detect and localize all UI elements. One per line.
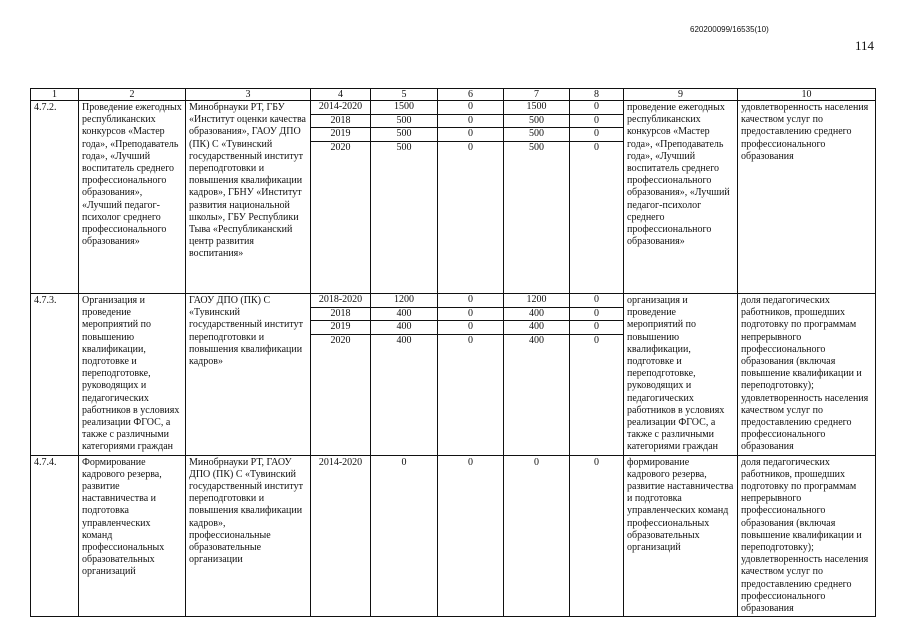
col6-value: 0 xyxy=(438,101,503,114)
result-text: формирование кадрового резерва, развитие наставничества и подготовка управленческих команд профессиональных образовательных организаций xyxy=(624,455,738,617)
col8-value: 0 xyxy=(570,321,623,335)
total-cell xyxy=(371,294,438,456)
column-header: 9 xyxy=(624,89,738,101)
column-header: 7 xyxy=(504,89,570,101)
col8-value: 0 xyxy=(570,101,623,114)
column-header: 2 xyxy=(79,89,186,101)
column-header: 10 xyxy=(738,89,876,101)
col7-value: 400 xyxy=(504,307,569,321)
year-value: 2020 xyxy=(330,141,351,153)
program-table xyxy=(30,88,876,617)
total-value: 500 xyxy=(371,128,437,142)
year-value: 2020 xyxy=(330,334,351,346)
total-value: 500 xyxy=(396,141,412,153)
col7-cell xyxy=(504,294,570,456)
indicator-text: доля педагогических работников, прошедших подготовку по программам непрерывного профессионального образования (включая повышение квалификации и переподготовку); удовлетворенность населения качеством услуг по предоставлению среднего профессионального образования xyxy=(738,455,876,617)
years-cell xyxy=(311,294,371,456)
years-cell xyxy=(311,101,371,294)
col8-value: 0 xyxy=(594,334,599,346)
col6-value: 0 xyxy=(438,128,503,142)
row-code: 4.7.2. xyxy=(31,101,79,294)
activity-text: Формирование кадрового резерва, развитие наставничества и подготовка управленческих команд профессиональных образовательных организаций xyxy=(79,455,186,617)
table-row xyxy=(31,294,876,456)
col8-cell xyxy=(570,101,624,294)
col8-value: 0 xyxy=(570,114,623,128)
col7-value: 0 xyxy=(504,455,570,617)
executors-text: Минобрнауки РТ, ГБУ «Институт оценки качества образования», ГАОУ ДПО (ПК) С «Тувинский государственный институт переподготовки и повышения квалификации кадров», ГБНУ «Институт развития национальной школы», ГБУ Республики Тыва «Республиканский центр развития воспитания» xyxy=(186,101,311,294)
col6-value: 0 xyxy=(468,334,473,346)
total-value: 500 xyxy=(371,114,437,128)
col8-value: 0 xyxy=(570,128,623,142)
column-header: 1 xyxy=(31,89,79,101)
executors-text: ГАОУ ДПО (ПК) С «Тувинский государственный институт переподготовки и повышения квалификации кадров» xyxy=(186,294,311,456)
year-value: 2019 xyxy=(311,128,370,142)
col6-value: 0 xyxy=(438,114,503,128)
indicator-text: удовлетворенность населения качеством услуг по предоставлению среднего профессионального образования xyxy=(738,101,876,294)
total-value: 400 xyxy=(371,307,437,321)
document-id: 620200099/16535(10) xyxy=(690,25,769,34)
column-numbers-row xyxy=(31,89,876,101)
column-header: 3 xyxy=(186,89,311,101)
table-row xyxy=(31,101,876,294)
total-value: 0 xyxy=(371,455,438,617)
col8-value: 0 xyxy=(570,455,624,617)
year-value: 2014-2020 xyxy=(311,101,370,114)
result-text: проведение ежегодных республиканских конкурсов «Мастер года», «Преподаватель года», «Лучший воспитатель среднего профессионального образования», «Лучший педагог-психолог среднего профессионального образования» xyxy=(624,101,738,294)
year-value: 2018 xyxy=(311,114,370,128)
row-code: 4.7.4. xyxy=(31,455,79,617)
row-code: 4.7.3. xyxy=(31,294,79,456)
col6-value: 0 xyxy=(438,455,504,617)
col8-value: 0 xyxy=(570,307,623,321)
activity-text: Организация и проведение мероприятий по повышению квалификации, подготовке и переподготовке, руководящих и педагогических работников в условиях реализации ФГОС, а также с различными категориями граждан xyxy=(79,294,186,456)
col7-cell xyxy=(504,101,570,294)
col6-cell xyxy=(438,294,504,456)
col7-value: 500 xyxy=(504,128,569,142)
table-row xyxy=(31,455,876,617)
col8-value: 0 xyxy=(594,141,599,153)
column-header: 4 xyxy=(311,89,371,101)
year-value: 2018-2020 xyxy=(311,294,370,307)
total-value: 400 xyxy=(371,321,437,335)
col8-value: 0 xyxy=(570,294,623,307)
col6-value: 0 xyxy=(468,141,473,153)
col7-value: 1500 xyxy=(504,101,569,114)
col8-cell xyxy=(570,294,624,456)
column-header: 8 xyxy=(570,89,624,101)
col6-value: 0 xyxy=(438,294,503,307)
activity-text: Проведение ежегодных республиканских конкурсов «Мастер года», «Преподаватель года», «Лучший воспитатель среднего профессионального образования», «Лучший педагог-психолог среднего профессионального образования» xyxy=(79,101,186,294)
result-text: организация и проведение мероприятий по повышению квалификации, подготовке и переподготовке, руководящих и педагогических работников в условиях реализации ФГОС, а также с различными категориями граждан xyxy=(624,294,738,456)
col6-cell xyxy=(438,101,504,294)
page-number: 114 xyxy=(855,38,875,53)
column-header: 6 xyxy=(438,89,504,101)
col6-value: 0 xyxy=(438,321,503,335)
indicator-text: доля педагогических работников, прошедших подготовку по программам непрерывного профессионального образования (включая повышение квалификации и переподготовку); удовлетворенность населения качеством услуг по предоставлению среднего профессионального образования xyxy=(738,294,876,456)
column-header: 5 xyxy=(371,89,438,101)
col7-value: 1200 xyxy=(504,294,569,307)
col7-value: 400 xyxy=(504,321,569,335)
year-value: 2019 xyxy=(311,321,370,335)
total-value: 1500 xyxy=(371,101,437,114)
col7-value: 500 xyxy=(529,141,544,153)
year-value: 2018 xyxy=(311,307,370,321)
executors-text: Минобрнауки РТ, ГАОУ ДПО (ПК) С «Тувинский государственный институт переподготовки и повышения квалификации кадров», профессиональные образовательные организации xyxy=(186,455,311,617)
total-value: 1200 xyxy=(371,294,437,307)
col7-value: 400 xyxy=(529,334,544,346)
total-value: 400 xyxy=(396,334,412,346)
col7-value: 500 xyxy=(504,114,569,128)
total-cell xyxy=(371,101,438,294)
year-value: 2014-2020 xyxy=(311,455,371,617)
col6-value: 0 xyxy=(438,307,503,321)
